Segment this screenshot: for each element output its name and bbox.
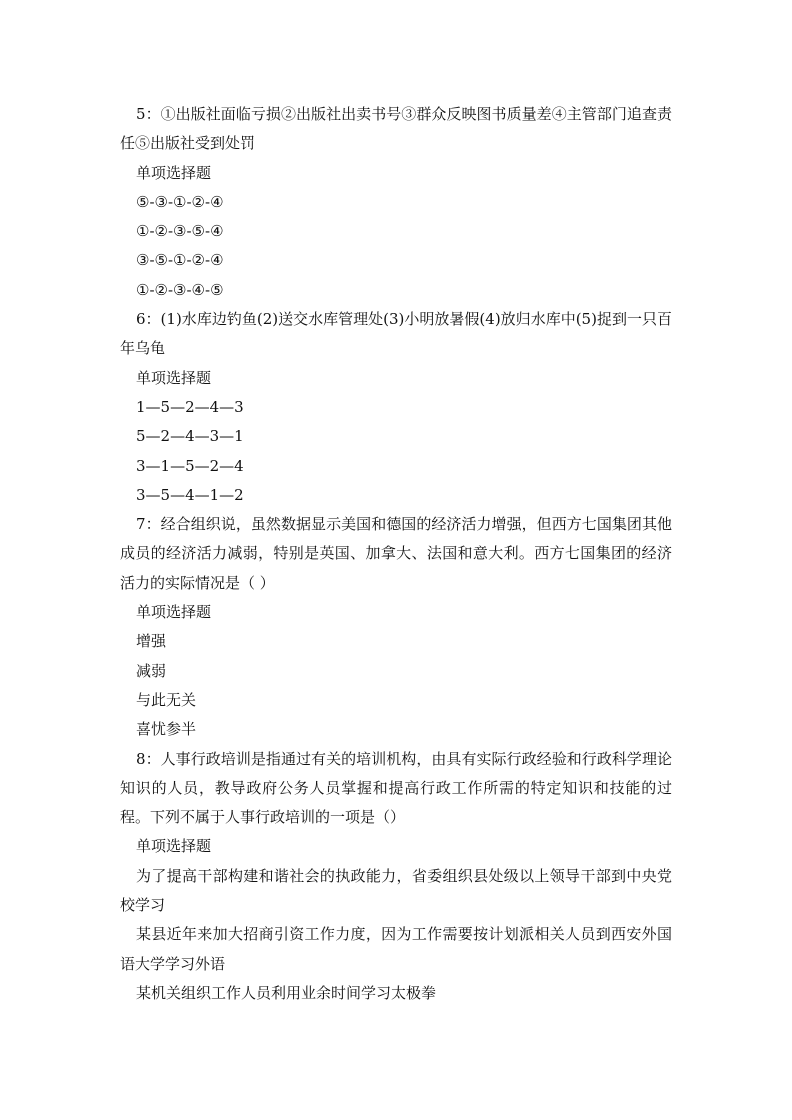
question-5-stem: 5：①出版社面临亏损②出版社出卖书号③群众反映图书质量差④主管部门追查责任⑤出版社受到处罚: [120, 105, 672, 153]
question-6-option-a: 1—5—2—4—3: [136, 397, 244, 416]
question-8-option-c: 某机关组织工作人员利用业余时间学习太极拳: [136, 983, 437, 1002]
question-8-option-a: 为了提高干部构建和谐社会的执政能力，省委组织县处级以上领导干部到中央党校学习: [120, 866, 672, 915]
question-5-option-d: ①-②-③-④-⑤: [136, 280, 224, 299]
question-8-type: 单项选择题: [136, 837, 212, 856]
question-6-option-b: 5—2—4—3—1: [136, 427, 244, 446]
question-5-option-a: ⑤-③-①-②-④: [136, 192, 224, 211]
question-5-type: 单项选择题: [136, 163, 212, 182]
question-6-type: 单项选择题: [136, 368, 212, 387]
question-8-option-b: 某县近年来加大招商引资工作力度，因为工作需要按计划派相关人员到西安外国语大学学习外语: [120, 925, 672, 973]
question-8-stem: 8：人事行政培训是指通过有关的培训机构，由具有实际行政经验和行政科学理论知识的人员，教导政府公务人员掌握和提高行政工作所需的特定知识和技能的过程。下列不属于人事行政培训的一项是（）: [120, 749, 672, 827]
question-7-stem: 7：经合组织说，虽然数据显示美国和德国的经济活力增强，但西方七国集团其他成员的经济活力减弱，特别是英国、加拿大、法国和意大利。西方七国集团的经济活力的实际情况是（ ）: [120, 515, 672, 592]
question-7-option-c: 与此无关: [136, 690, 197, 709]
question-6-option-d: 3—5—4—1—2: [136, 485, 244, 504]
question-5-option-b: ①-②-③-⑤-④: [136, 222, 224, 241]
question-7-type: 单项选择题: [136, 603, 212, 622]
question-6-option-c: 3—1—5—2—4: [136, 456, 244, 475]
question-7-option-b: 减弱: [136, 661, 167, 680]
question-7-option-d: 喜忧参半: [136, 720, 197, 739]
question-5-option-c: ③-⑤-①-②-④: [136, 251, 224, 270]
document-page: [120, 100, 672, 1008]
question-7-option-a: 增强: [136, 632, 167, 651]
question-6-stem: 6：(1)水库边钓鱼(2)送交水库管理处(3)小明放暑假(4)放归水库中(5)捉到一只百年乌龟: [120, 310, 672, 358]
